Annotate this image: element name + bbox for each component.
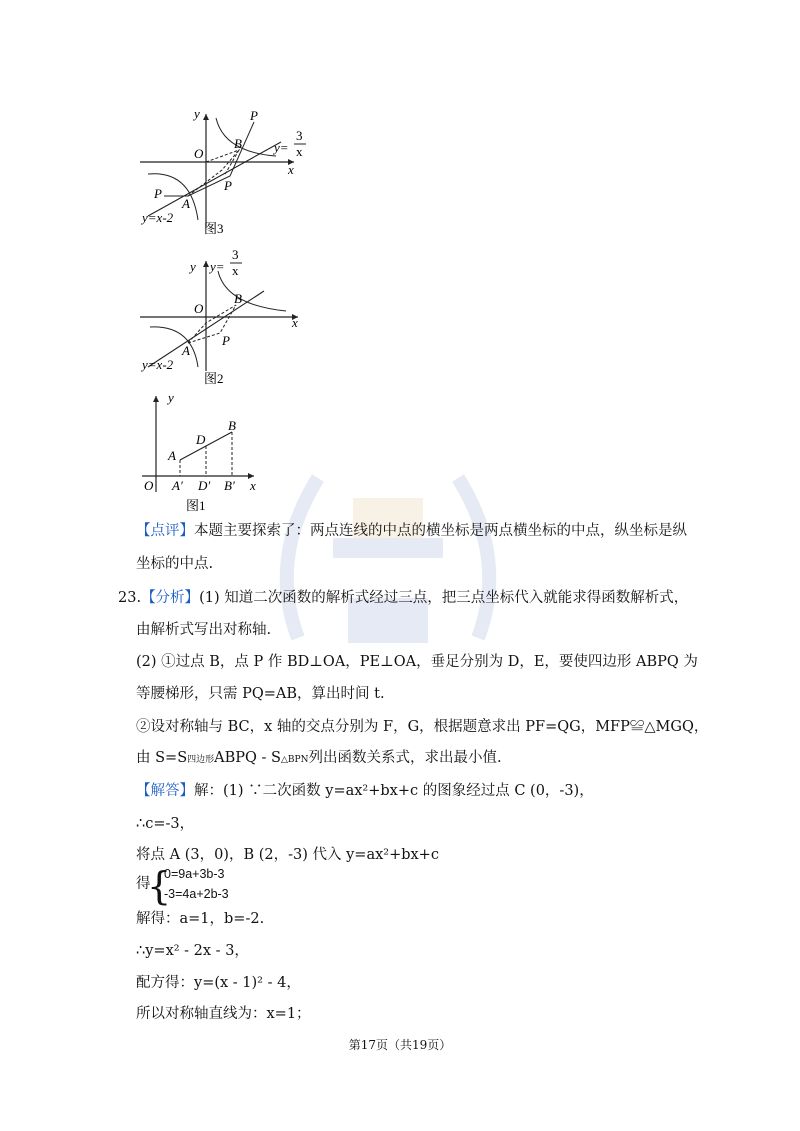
fig2-caption: 图2 [204,371,224,386]
fig1-label-y: y [168,392,174,405]
analysis-6b: ABPQ - S [214,750,281,766]
analysis-6-sub1: 四边形 [187,755,215,765]
page-footer: 第17页（共19页） [348,1038,452,1052]
answer-line-5: 解得：a=1，b=-2. [136,911,265,927]
analysis-line-6 [136,748,502,770]
comment-tag: 【点评】 [136,523,194,539]
equation-brace: { [147,864,172,908]
fig3-caption: 图3 [204,221,224,236]
analysis-6a: 由 S=S [136,750,188,766]
fig3-label-x: x [288,162,294,177]
analysis-line-5: ②设对称轴与 BC，x 轴的交点分别为 F，G，根据题意求出 PF=QG，MFP≌△MGQ， [136,719,709,735]
answer-text-1: 解：(1) ∵二次函数 y=ax²+bx+c 的图象经过点 C (0，-3)， [194,783,594,799]
fig1-label-a-prime: A′ [172,478,183,493]
analysis-6-sub2: △BPN [280,755,309,765]
comment-text-1: 本题主要探索了：两点连线的中点的横坐标是两点横坐标的中点，纵坐标是纵 [194,523,687,539]
figure-2 [136,245,316,390]
comment-line-2: 坐标的中点. [136,556,214,572]
q23-analysis-line-1 [118,588,688,608]
analysis-line-3: (2) ①过点 B，点 P 作 BD⊥OA，PE⊥OA，垂足分别为 D，E，要使四边形 ABPQ 为 [136,654,698,670]
fig2-label-p: P [222,333,230,348]
fig3-label-b: B [234,136,242,151]
fig2-curve-num: 3 [232,247,239,262]
answer-line-8: 所以对称轴直线为：x=1； [136,1006,311,1022]
fig1-caption: 图1 [186,498,206,513]
answer-line-4-lead: 得 [136,876,151,892]
fig3-label-p-left: P [154,186,162,201]
fig3-curve-label: y= [274,140,289,155]
fig3-line-label: y=x-2 [142,210,174,225]
fig3-curve-den: x [296,144,303,159]
fig2-label-b: B [234,291,242,306]
fig2-line-label: y=x-2 [142,357,174,372]
fig2-curve-den: x [232,263,239,278]
fig3-label-o: O [194,146,204,161]
analysis-6c: 列出函数关系式，求出最小值. [308,750,502,766]
comment-line-1 [136,521,687,541]
answer-tag: 【解答】 [136,783,194,799]
fig2-label-a: A [182,343,190,358]
answer-line-1 [136,781,594,801]
answer-line-6: ∴y=x² - 2x - 3， [136,943,249,959]
analysis-line-4: 等腰梯形，只需 PQ=AB，算出时间 t. [136,686,385,702]
equation-1: 0=9a+3b-3 [164,867,225,881]
fig1-label-d-prime: D′ [198,478,211,493]
answer-line-7: 配方得：y=(x - 1)² - 4， [136,975,301,991]
fig1-label-b: B [228,418,236,433]
q23-number: 23. [118,590,142,606]
analysis-text-1: (1) 知道二次函数的解析式经过三点，把三点坐标代入就能求得函数解析式， [199,590,689,606]
fig3-curve-num: 3 [296,128,303,143]
fig1-label-o: O [144,478,154,493]
answer-line-2: ∴c=-3， [136,816,195,832]
fig2-label-y: y [190,259,196,274]
fig2-curve-label: y= [210,259,225,274]
analysis-line-2: 由解析式写出对称轴. [136,622,272,638]
equation-system [164,864,229,904]
figure-3 [136,100,316,240]
fig3-label-y: y [194,106,200,121]
fig1-label-d: D [196,432,206,447]
watermark-logo [258,438,518,668]
fig1-label-x: x [250,478,256,493]
fig1-label-a: A [168,448,176,463]
answer-line-3: 将点 A (3，0)，B (2，-3) 代入 y=ax²+bx+c [136,847,439,863]
analysis-tag: 【分析】 [141,590,200,606]
fig2-label-o: O [194,301,204,316]
fig3-label-a: A [182,196,190,211]
fig3-label-p-mid: P [224,178,232,193]
fig3-label-p-top: P [250,108,258,123]
figure-1 [136,392,276,517]
fig2-label-x: x [292,315,298,330]
fig1-label-b-prime: B′ [224,478,235,493]
equation-2: -3=4a+2b-3 [164,887,229,901]
